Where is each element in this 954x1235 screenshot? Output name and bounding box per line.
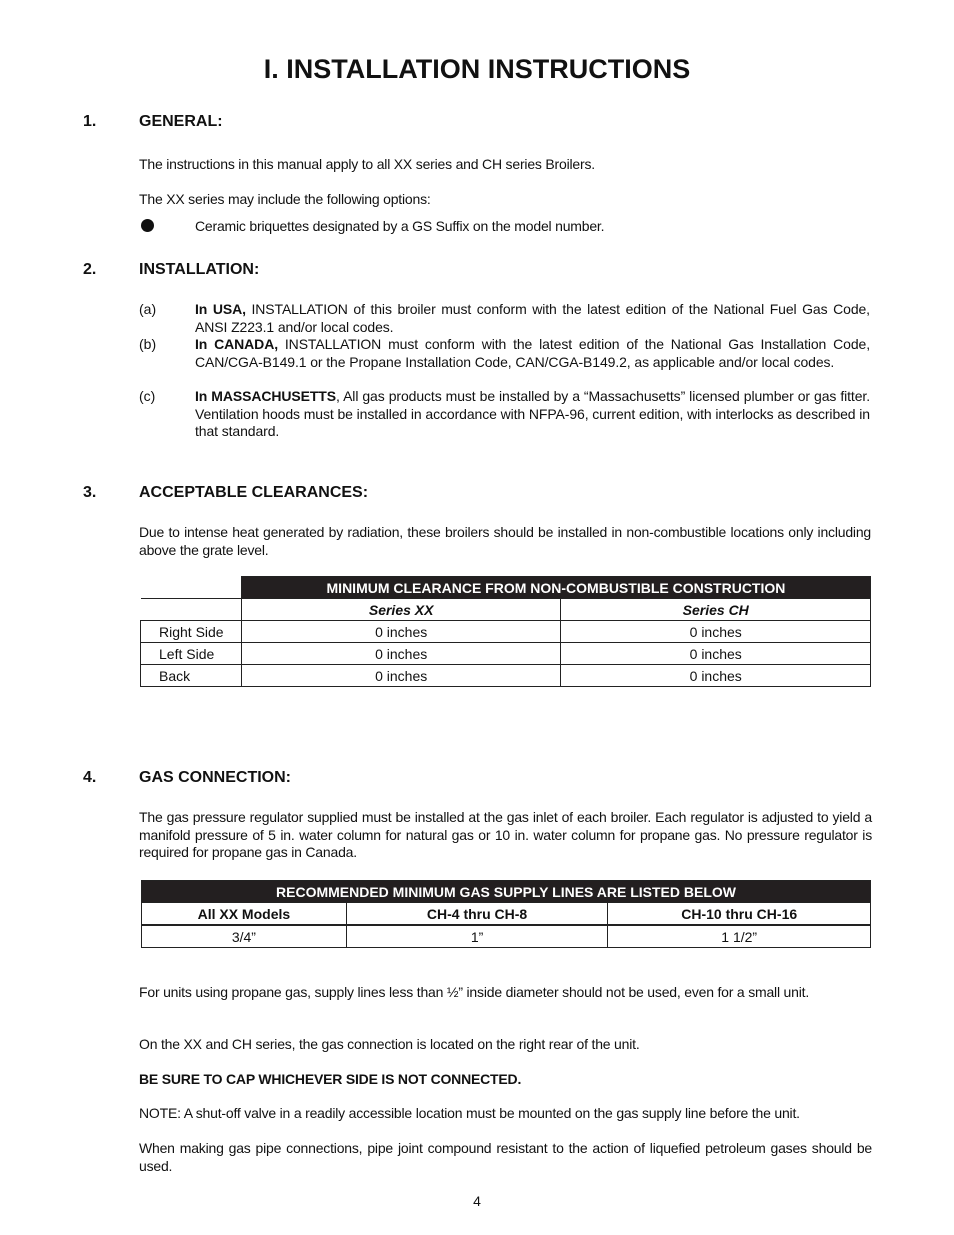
table-row xyxy=(142,925,871,948)
clearance-table-title: MINIMUM CLEARANCE FROM NON-COMBUSTIBLE CONSTRUCTION xyxy=(241,577,870,599)
gas-paragraph-compound: When making gas pipe connections, pipe joint compound resistant to the action of liquefied petroleum gases should be used. xyxy=(139,1140,872,1174)
section-title-general: GENERAL: xyxy=(139,113,223,130)
section-title-gas-connection: GAS CONNECTION: xyxy=(139,769,291,786)
cell-xx-size: 3/4” xyxy=(142,925,347,948)
col-header-series-ch: Series CH xyxy=(561,599,871,621)
cell-ch: 0 inches xyxy=(561,643,871,665)
gas-intro: The gas pressure regulator supplied must be installed at the gas inlet of each broiler. Each regulator is adjusted to yield a manifold pressure of 5 in. water column for natural gas or 10 in. water column for propane gas. No pressure regulator is required for propane gas in Canada. xyxy=(139,809,872,860)
cell-ch10-size: 1 1/2” xyxy=(608,925,871,948)
gas-table-title: RECOMMENDED MINIMUM GAS SUPPLY LINES ARE LISTED BELOW xyxy=(142,881,871,903)
empty-cell xyxy=(141,577,242,599)
gas-paragraph-propane: For units using propane gas, supply lines less than ½” inside diameter should not be used, even for a small unit. xyxy=(139,984,810,1000)
page-number: 4 xyxy=(473,1193,481,1209)
item-lead: In USA, xyxy=(195,301,246,317)
installation-item-label: (b) xyxy=(139,336,157,352)
col-header-series-xx: Series XX xyxy=(241,599,561,621)
gas-warning-cap: BE SURE TO CAP WHICHEVER SIDE IS NOT CONNECTED. xyxy=(139,1071,522,1087)
installation-item-usa xyxy=(195,301,870,336)
installation-item-label: (a) xyxy=(139,301,157,317)
col-header-xx-models: All XX Models xyxy=(142,903,347,926)
gas-supply-table xyxy=(141,880,871,948)
section-number: 2. xyxy=(83,261,97,278)
col-header-ch10-ch16: CH-10 thru CH-16 xyxy=(608,903,871,926)
installation-item-massachusetts xyxy=(195,388,870,441)
item-lead: In MASSACHUSETTS xyxy=(195,388,336,404)
installation-item-label: (c) xyxy=(139,388,156,404)
table-row xyxy=(141,643,871,665)
table-row xyxy=(141,665,871,687)
cell-xx: 0 inches xyxy=(241,621,561,643)
general-bullet-text: Ceramic briquettes designated by a GS Suffix on the model number. xyxy=(195,218,605,234)
row-label: Left Side xyxy=(141,643,242,665)
bullet-icon xyxy=(141,219,154,232)
cell-xx: 0 inches xyxy=(241,643,561,665)
section-title-clearances: ACCEPTABLE CLEARANCES: xyxy=(139,484,369,501)
section-number: 4. xyxy=(83,769,97,786)
cell-ch: 0 inches xyxy=(561,621,871,643)
gas-paragraph-location: On the XX and CH series, the gas connection is located on the right rear of the unit. xyxy=(139,1036,640,1052)
row-label: Back xyxy=(141,665,242,687)
general-paragraph-1: The instructions in this manual apply to all XX series and CH series Broilers. xyxy=(139,156,595,172)
table-row xyxy=(141,621,871,643)
col-header-ch4-ch8: CH-4 thru CH-8 xyxy=(346,903,608,926)
section-number: 3. xyxy=(83,484,97,501)
clearances-intro: Due to intense heat generated by radiation, these broilers should be installed in non-combustible locations only including above the grate level. xyxy=(139,524,871,558)
section-title-installation: INSTALLATION: xyxy=(139,261,260,278)
gas-note-shutoff: NOTE: A shut-off valve in a readily accessible location must be mounted on the gas supply line before the unit. xyxy=(139,1105,800,1121)
item-lead: In CANADA, xyxy=(195,336,278,352)
item-body: , All gas products must be installed by a “Massachusetts” licensed plumber or gas fitter. Ventilation hoods must be installed in accordance with NFPA-96, current edition, with interlocks as described in that standard. xyxy=(195,388,870,439)
general-paragraph-2: The XX series may include the following options: xyxy=(139,191,431,207)
item-body: INSTALLATION must conform with the latest edition of the National Gas Installation Code, CAN/CGA-B149.1 or the Propane Installation Code, CAN/CGA-B149.2, as applicable and/or local codes. xyxy=(195,336,870,370)
empty-cell xyxy=(141,599,242,621)
page-title: I. INSTALLATION INSTRUCTIONS xyxy=(263,54,691,84)
cell-ch: 0 inches xyxy=(561,665,871,687)
cell-xx: 0 inches xyxy=(241,665,561,687)
installation-item-canada xyxy=(195,336,870,371)
cell-ch4-size: 1” xyxy=(346,925,608,948)
section-number: 1. xyxy=(83,113,97,130)
item-body: INSTALLATION of this broiler must conform with the latest edition of the National Fuel Gas Code, ANSI Z223.1 and/or local codes. xyxy=(195,301,870,335)
row-label: Right Side xyxy=(141,621,242,643)
clearance-table xyxy=(140,576,871,687)
